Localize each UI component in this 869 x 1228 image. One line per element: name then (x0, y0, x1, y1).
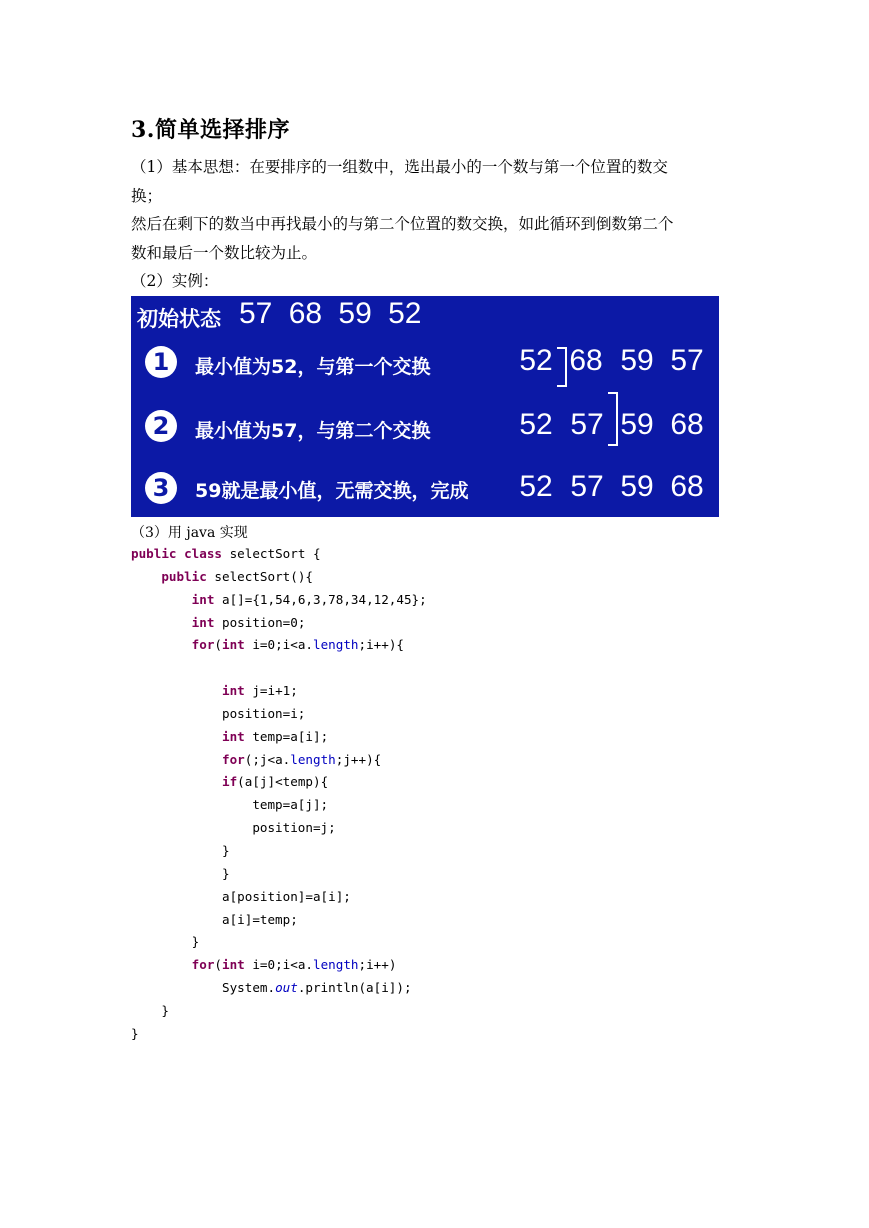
code-token (131, 592, 192, 607)
code-line (131, 840, 427, 863)
code-line (131, 657, 427, 680)
code-token: length (313, 637, 359, 653)
step-2-value-3: 59 (620, 408, 654, 441)
code-token (131, 729, 222, 744)
step-1-text: 最小值为52，与第一个交换 (195, 356, 431, 378)
step-3-marker: 3 (145, 472, 177, 504)
code-token: (;j<a. (244, 751, 291, 767)
code-token (131, 569, 161, 584)
code-line (131, 749, 427, 772)
code-token: System. (131, 980, 276, 996)
code-token: temp=a[j]; (131, 797, 329, 813)
step-3-text: 59就是最小值，无需交换，完成 (195, 480, 469, 502)
code-token (131, 683, 222, 698)
code-token: int (222, 637, 245, 653)
code-token: int (191, 591, 215, 607)
code-token (131, 774, 222, 789)
idea-line-4: 数和最后一个数比较为止。 (131, 244, 318, 262)
code-line (131, 909, 427, 932)
code-line (131, 886, 427, 909)
code-line (131, 566, 427, 589)
code-line (131, 703, 427, 726)
code-line (131, 954, 427, 977)
code-caption: （3）用 java 实现 (131, 525, 248, 541)
code-token: position=j; (131, 820, 336, 836)
code-token: position=i; (131, 705, 306, 721)
code-token: int (222, 728, 245, 744)
step-2-value-4: 68 (670, 408, 704, 441)
code-token: int (191, 614, 215, 630)
code-line (131, 977, 427, 1000)
code-token: public (161, 568, 207, 584)
code-token: position=0; (214, 614, 306, 630)
code-token (131, 637, 192, 652)
code-line (131, 817, 427, 840)
example-label: （2）实例： (131, 272, 219, 290)
code-token: ;j++){ (335, 751, 382, 767)
code-token (131, 957, 192, 972)
code-token (131, 752, 222, 767)
code-token: temp=a[i]; (244, 728, 329, 744)
code-token: i=0;i<a. (244, 637, 314, 653)
code-token: length (313, 957, 359, 973)
code-token: for (191, 957, 215, 973)
initial-state-label: 初始状态 (137, 307, 221, 331)
step-2-marker: 2 (145, 410, 177, 442)
code-line (131, 931, 427, 954)
code-token: i=0;i<a. (244, 957, 314, 973)
idea-line-3: 然后在剩下的数当中再找最小的与第二个位置的数交换，如此循环到倒数第二个 (131, 215, 674, 233)
code-token: a[i]=temp; (131, 911, 298, 927)
idea-line-1: （1）基本思想：在要排序的一组数中，选出最小的一个数与第一个位置的数交 (131, 158, 668, 176)
code-token: length (290, 751, 336, 767)
code-token: a[]={1,54,6,3,78,34,12,45}; (214, 591, 427, 607)
code-token: ;i++){ (358, 637, 405, 653)
step-1-value-4: 57 (670, 344, 704, 377)
step-1-marker: 1 (145, 346, 177, 378)
step-2-value-2: 57 (570, 408, 604, 441)
step-3-value-4: 68 (670, 470, 704, 503)
step-2-text: 最小值为57，与第二个交换 (195, 420, 431, 442)
code-line (131, 771, 427, 794)
step-3-value-2: 57 (570, 470, 604, 503)
step-3-value-3: 59 (620, 470, 654, 503)
code-token (131, 615, 192, 630)
code-token: for (222, 751, 245, 767)
code-line (131, 794, 427, 817)
initial-state-values: 57 68 59 52 (239, 297, 422, 330)
code-token: .println(a[i]); (297, 980, 412, 996)
code-token: int (222, 683, 245, 699)
code-token: ( (214, 957, 223, 973)
code-token: ( (214, 637, 223, 653)
step-1-value-3: 59 (620, 344, 654, 377)
code-line (131, 634, 427, 657)
code-line (131, 726, 427, 749)
code-token: ;i++) (358, 957, 397, 973)
idea-line-2: 换； (131, 187, 163, 205)
code-line (131, 680, 427, 703)
code-token: out (275, 980, 298, 996)
code-token: a[position]=a[i]; (131, 888, 351, 904)
code-token: } (131, 934, 200, 950)
step-2-value-1: 52 (519, 408, 553, 441)
section-heading: 3.简单选择排序 (131, 117, 290, 143)
code-token (177, 546, 185, 561)
code-token: } (131, 1025, 139, 1041)
code-token: int (222, 957, 245, 973)
code-token: class (184, 546, 223, 561)
code-token: if (222, 774, 238, 790)
selection-sort-figure (131, 296, 719, 517)
step-1-value-1: 52 (519, 344, 553, 377)
code-line (131, 612, 427, 635)
step-1-value-2: 68 (569, 344, 603, 377)
code-token: } (131, 865, 230, 881)
code-token: } (131, 842, 230, 858)
code-line (131, 863, 427, 886)
code-token: selectSort { (222, 546, 321, 561)
code-line (131, 1023, 427, 1046)
code-token: (a[j]<temp){ (237, 774, 329, 790)
code-line (131, 589, 427, 612)
code-line (131, 1000, 427, 1023)
code-line (131, 543, 427, 566)
code-token: for (191, 637, 215, 653)
java-code-block (131, 543, 427, 1046)
code-token: selectSort(){ (206, 568, 313, 584)
step-3-value-1: 52 (519, 470, 553, 503)
code-token: } (131, 1002, 169, 1018)
code-token: j=i+1; (244, 683, 298, 699)
code-token: public (131, 546, 177, 561)
